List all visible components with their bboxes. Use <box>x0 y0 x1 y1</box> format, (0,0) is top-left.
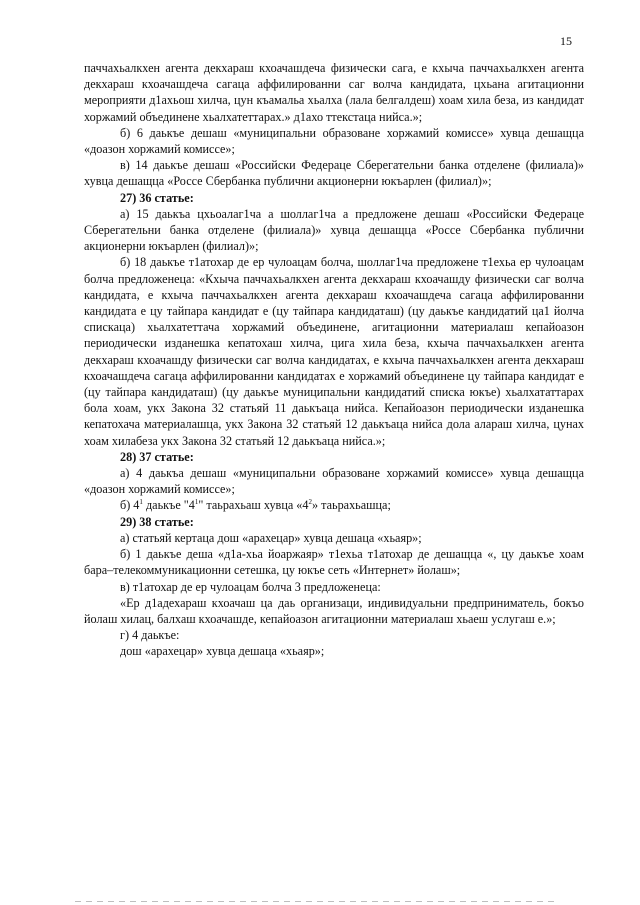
paragraph-item-a-title: а) статьяй кертаца дош «арахецар» хувца дешаца «хьаяр»; <box>120 530 422 545</box>
paragraph-item-b-4-1 <box>84 497 584 513</box>
document-body <box>84 60 584 660</box>
page-number: 15 <box>560 34 572 48</box>
superscript: 2 <box>308 498 312 507</box>
scan-artifact-line <box>75 901 555 902</box>
paragraph-item-b-18: б) 18 даькъе т1атохар де ер чулоацам болча, шоллаг1ча предложене т1ехьа ер чулоацам болча предложенеца: «Кхыча паччахьалкхен агента декхараш кхоачашду физически саг волча кандидата, е кхыча паччахьалкхен агента декхараш кхоачашдеча сагаца аффилированни кандидата е цу тайпара кандидат е (цу тайпара кандидаташ) (цу даькъе кандидатий ца1 йолча спискаца) хьалхатеттача хоржамий объединене, агитационни материалаш кепайоазон периодически изданешка кепатохаш хилча, цига хила беза, кхыча паччахьалкхен агента декхараш кхоачашду физически саг волча кандидатах, е кхыча паччахьалкхен агента декхараш кхоачашдеча сагаца аффилированни кандидатах е хоржамий объединене цу тайпара кандидат е (цу тайпара кандидаташ) (цу даькъе муниципальни кандидатий списка юкъе) хьалхататтарах бола хоам, укх Закона 32 статьяй 11 даькъаца нийса. Кепайоазон периодически изданешка кепатохача материалашца, укх Закона 32 статьяй 12 даькъаца нийса дола алараш хилча, цунах хоам хилабеза укх Закона 32 статьяй 12 даькъаца нийса.»; <box>84 255 584 448</box>
paragraph-item-v-3: в) т1атохар де ер чулоацам болча 3 предложенеца: <box>120 579 381 594</box>
paragraph-item-a-15: а) 15 даькъа цхьоалаг1ча а шоллаг1ча а предложене дешаш «Российски Федераце Сберегательни банка отделене (филиала)» хувца дешащца «Россе Сбербанка публични акционерни юкъарлен (филиал)»; <box>84 206 584 254</box>
text-fragment: " таьрахьаш хувца «4 <box>198 498 309 513</box>
paragraph-replacement: дош «арахецар» хувца дешаца «хьаяр»; <box>120 644 325 659</box>
paragraph-quoted-sentence: «Ер д1адехараш кхоачаш ца даь организаци, индивидуальни предприниматель, бокъо йолаш хилац, балхаш кхоачашде, кепайоазон агитационни материалаш хьаеш услугаш е.»; <box>84 595 584 626</box>
section-heading-27: 27) 36 статье: <box>120 190 194 205</box>
text-fragment: даькъе "4 <box>142 498 195 513</box>
paragraph-item-b-1: б) 1 даькъе деша «д1а-хьа йоаржаяр» т1ехьа т1атохар де дешащца «, цу даькъе хоам бара–телекоммуникационни сетешка, цу юкъе сеть «Интернет» йолаш»; <box>84 547 584 578</box>
section-heading-28: 28) 37 статье: <box>120 449 194 464</box>
text-fragment: б) 4 <box>120 498 140 513</box>
paragraph-item-b-6: б) 6 даькъе дешаш «муниципальни образоване хоржамий комиссе» хувца дешащца «доазон хоржамий комиссе»; <box>84 125 584 157</box>
section-heading-29: 29) 38 статье: <box>120 514 194 529</box>
paragraph-item-g-4: г) 4 даькъе: <box>120 628 180 643</box>
paragraph-item-v-14: в) 14 даькъе дешаш «Российски Федераце Сберегательни банка отделене (филиала)» хувца дешащца «Россе Сбербанка публични акционерни юкъарлен (филиал)»; <box>84 158 584 189</box>
paragraph-continuation: паччахьалкхен агента декхараш кхоачашдеча физически сага, е кхыча паччахьалкхен агента декхараш кхоачашдеча сагаца аффилированни саг волча кандидата, цхьана агитационни мероприяти д1ахьош хилча, цун къамальа хьалха (лала белгалдеш) хоам хила беза, из кандидат хоржамий объединене хьалхатеттарах.» д1ахо ттекстаца нийса.»; <box>84 61 584 124</box>
paragraph-item-a-4: а) 4 даькъа дешаш «муниципальни образоване хоржамий комиссе» хувца дешащца «доазон хоржамий комиссе»; <box>84 466 584 497</box>
superscript: 1 <box>194 498 199 507</box>
superscript: 1 <box>139 498 143 507</box>
text-fragment: » таьрахьашца; <box>311 498 391 513</box>
